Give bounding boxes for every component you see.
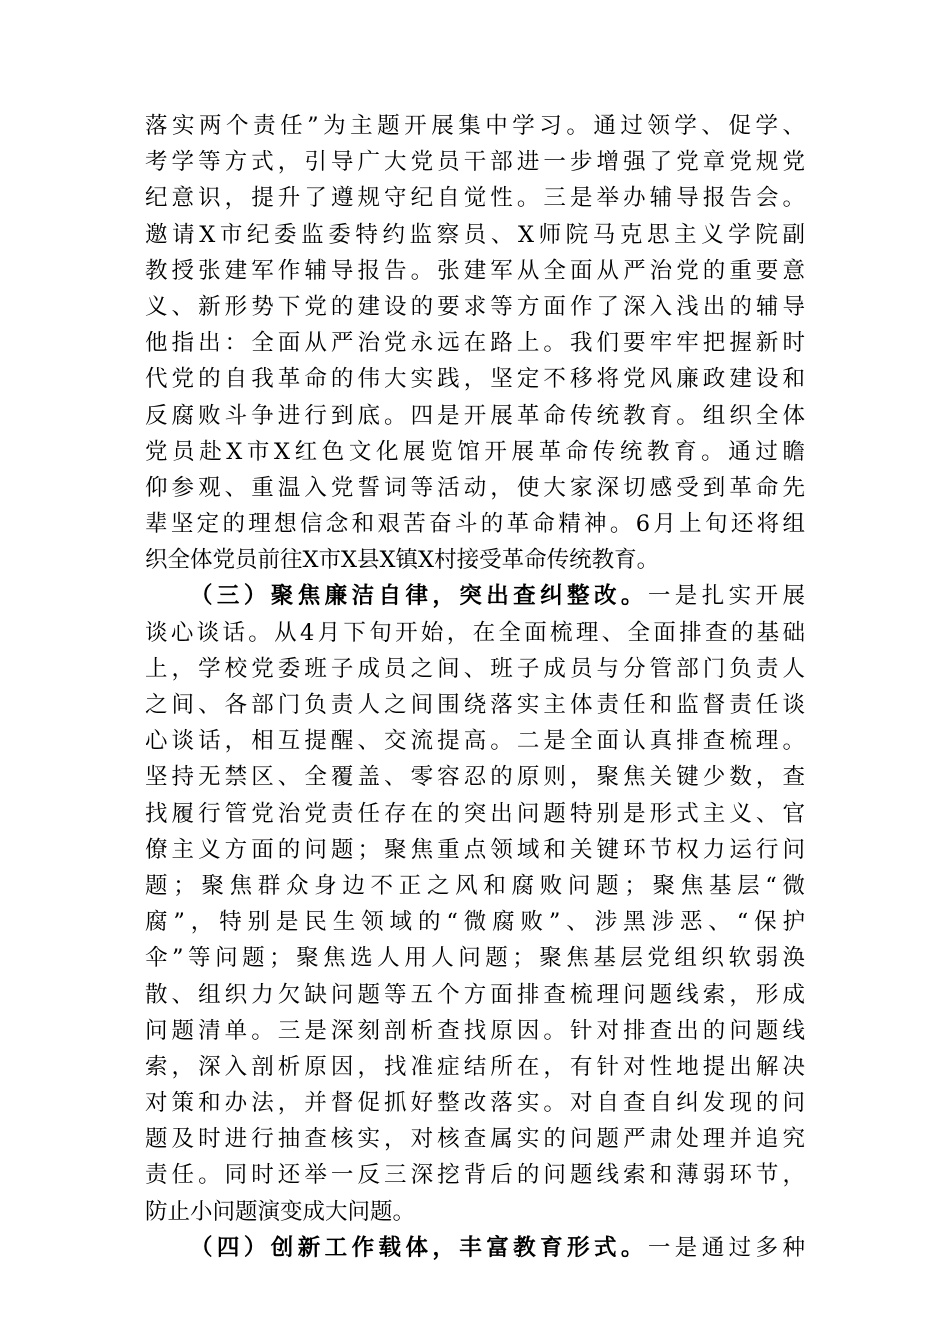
- paragraph-line: 之间、各部门负责人之间围绕落实主体责任和监督责任谈: [145, 692, 805, 718]
- paragraph-line: 问题清单。三是深刻剖析查找原因。针对排查出的问题线: [145, 1017, 805, 1044]
- paragraph-line: 散、组织力欠缺问题等五个方面排查梳理问题线索，形成: [145, 981, 805, 1008]
- paragraph-line: 坚持无禁区、全覆盖、零容忍的原则，聚焦关键少数，查: [145, 764, 805, 791]
- paragraph-line: 邀请X市纪委监委特约监察员、X师院马克思主义学院副: [145, 221, 805, 248]
- paragraph-line: 谈心谈话。从4月下旬开始，在全面梳理、全面排查的基础: [145, 619, 805, 646]
- paragraph-line: 考学等方式，引导广大党员干部进一步增强了党章党规党: [145, 149, 805, 176]
- paragraph-1: [145, 108, 805, 578]
- section-heading: （三）聚焦廉洁自律，突出查纠整改。: [190, 583, 648, 610]
- section-heading: （四）创新工作载体，丰富教育形式。: [190, 1234, 648, 1261]
- paragraph-line: 仰参观、重温入党誓词等活动，使大家深切感受到革命先: [145, 474, 805, 501]
- paragraph-line: 义、新形势下党的建设的要求等方面作了深入浅出的辅导: [145, 293, 805, 320]
- paragraph-line: 题及时进行抽查核实，对核查属实的问题严肃处理并追究: [145, 1126, 805, 1153]
- paragraph-2: [145, 578, 805, 1229]
- paragraph-line: 辈坚定的理想信念和艰苦奋斗的革命精神。6月上旬还将组: [145, 511, 805, 538]
- paragraph-line: 纪意识，提升了遵规守纪自觉性。三是举办辅导报告会。: [145, 185, 805, 212]
- paragraph-line: 他指出：全面从严治党永远在路上。我们要牢牢把握新时: [145, 330, 805, 357]
- paragraph-first-line: [145, 578, 805, 614]
- paragraph-text: 一是扎实开展: [647, 583, 805, 610]
- paragraph-line: 心谈话，相互提醒、交流提高。二是全面认真排查梳理。: [145, 728, 805, 755]
- paragraph-line: 党员赴X市X红色文化展览馆开展革命传统教育。通过瞻: [145, 438, 805, 465]
- paragraph-line: 织全体党员前往X市X县X镇X村接受革命传统教育。: [145, 547, 660, 574]
- paragraph-line: 题；聚焦群众身边不正之风和腐败问题；聚焦基层“微: [145, 872, 805, 899]
- paragraph-line: 索，深入剖析原因，找准症结所在，有针对性地提出解决: [145, 1053, 805, 1080]
- paragraph-line: 责任。同时还举一反三深挖背后的问题线索和薄弱环节，: [145, 1162, 805, 1189]
- paragraph-3: [145, 1230, 805, 1266]
- paragraph-line: 防止小问题演变成大问题。: [145, 1198, 416, 1225]
- paragraph-line: 上，学校党委班子成员之间、班子成员与分管部门负责人: [145, 655, 805, 682]
- paragraph-line: 反腐败斗争进行到底。四是开展革命传统教育。组织全体: [145, 402, 805, 429]
- paragraph-line: 僚主义方面的问题；聚焦重点领域和关键环节权力运行问: [145, 836, 805, 863]
- paragraph-line: 找履行管党治党责任存在的突出问题特别是形式主义、官: [145, 800, 805, 827]
- paragraph-text: 一是通过多种: [647, 1234, 805, 1261]
- paragraph-line: 对策和办法，并督促抓好整改落实。对自查自纠发现的问: [145, 1090, 805, 1117]
- paragraph-line: 代党的自我革命的伟大实践，坚定不移将党风廉政建设和: [145, 366, 805, 393]
- document-body: [145, 108, 805, 1266]
- paragraph-line: 教授张建军作辅导报告。张建军从全面从严治党的重要意: [145, 257, 805, 284]
- paragraph-line: 落实两个责任”为主题开展集中学习。通过领学、促学、: [145, 113, 805, 139]
- paragraph-line: 伞”等问题；聚焦选人用人问题；聚焦基层党组织软弱涣: [145, 945, 805, 972]
- paragraph-first-line: [145, 1230, 805, 1266]
- paragraph-line: 腐”，特别是民生领域的“微腐败”、涉黑涉恶、“保护: [145, 909, 805, 936]
